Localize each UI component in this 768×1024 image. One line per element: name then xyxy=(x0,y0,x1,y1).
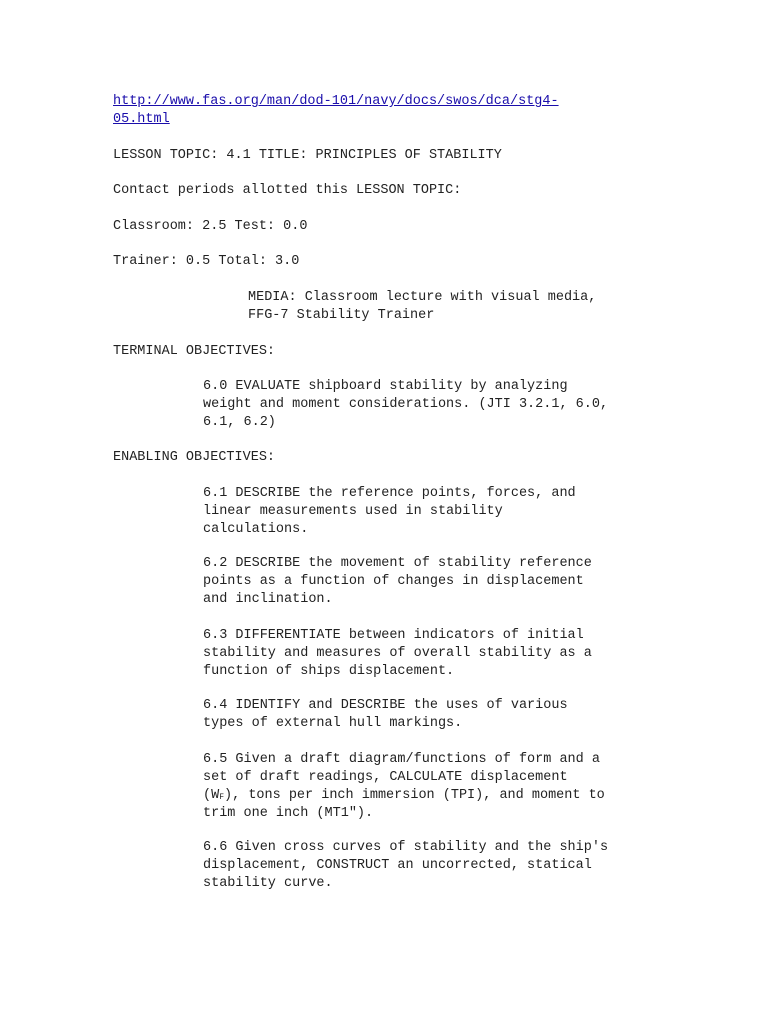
objective-6-1-line-2: linear measurements used in stability xyxy=(203,504,503,519)
objective-6-5-line-2: set of draft readings, CALCULATE displacement xyxy=(203,770,568,785)
media-line-1: MEDIA: Classroom lecture with visual media, xyxy=(248,290,597,305)
objective-6-3-line-1: 6.3 DIFFERENTIATE between indicators of initial xyxy=(203,628,584,643)
objective-6-5-line-1: 6.5 Given a draft diagram/functions of form and a xyxy=(203,752,600,767)
objective-6-5-line-3 xyxy=(203,787,605,807)
terminal-objectives-heading: TERMINAL OBJECTIVES: xyxy=(113,344,276,359)
objective-6-0-line-2: weight and moment considerations. (JTI 3.2.1, 6.0, xyxy=(203,397,609,412)
objective-6-2-line-1: 6.2 DESCRIBE the movement of stability reference xyxy=(203,556,592,571)
objective-6-6-line-2: displacement, CONSTRUCT an uncorrected, statical xyxy=(203,858,592,873)
source-url-line-1[interactable]: http://www.fas.org/man/dod-101/navy/docs/swos/dca/stg4- xyxy=(113,94,559,109)
wf-open: (W xyxy=(203,788,220,803)
objective-6-5-line-4: trim one inch (MT1"). xyxy=(203,806,374,821)
enabling-objectives-heading: ENABLING OBJECTIVES: xyxy=(113,450,276,465)
objective-6-6-line-3: stability curve. xyxy=(203,876,333,891)
objective-6-2-line-3: and inclination. xyxy=(203,592,333,607)
media-line-2: FFG-7 Stability Trainer xyxy=(248,308,435,323)
objective-6-1-line-3: calculations. xyxy=(203,522,309,537)
objective-6-1-line-1: 6.1 DESCRIBE the reference points, forces, and xyxy=(203,486,576,501)
objective-6-4-line-2: types of external hull markings. xyxy=(203,716,463,731)
source-url-line-2[interactable]: 05.html xyxy=(113,112,170,127)
objective-6-0-line-3: 6.1, 6.2) xyxy=(203,415,276,430)
objective-6-3-line-3: function of ships displacement. xyxy=(203,664,455,679)
trainer-total: Trainer: 0.5 Total: 3.0 xyxy=(113,254,300,269)
objective-6-2-line-2: points as a function of changes in displacement xyxy=(203,574,584,589)
lesson-topic: LESSON TOPIC: 4.1 TITLE: PRINCIPLES OF STABILITY xyxy=(113,148,502,163)
objective-6-3-line-2: stability and measures of overall stability as a xyxy=(203,646,592,661)
wf-subscript: F xyxy=(219,793,225,802)
classroom-test: Classroom: 2.5 Test: 0.0 xyxy=(113,219,308,234)
objective-6-6-line-1: 6.6 Given cross curves of stability and the ship's xyxy=(203,840,609,855)
objective-6-0-line-1: 6.0 EVALUATE shipboard stability by analyzing xyxy=(203,379,568,394)
objective-6-4-line-1: 6.4 IDENTIFY and DESCRIBE the uses of various xyxy=(203,698,568,713)
wf-rest: ), tons per inch immersion (TPI), and moment to xyxy=(224,788,605,803)
contact-periods: Contact periods allotted this LESSON TOPIC: xyxy=(113,183,462,198)
